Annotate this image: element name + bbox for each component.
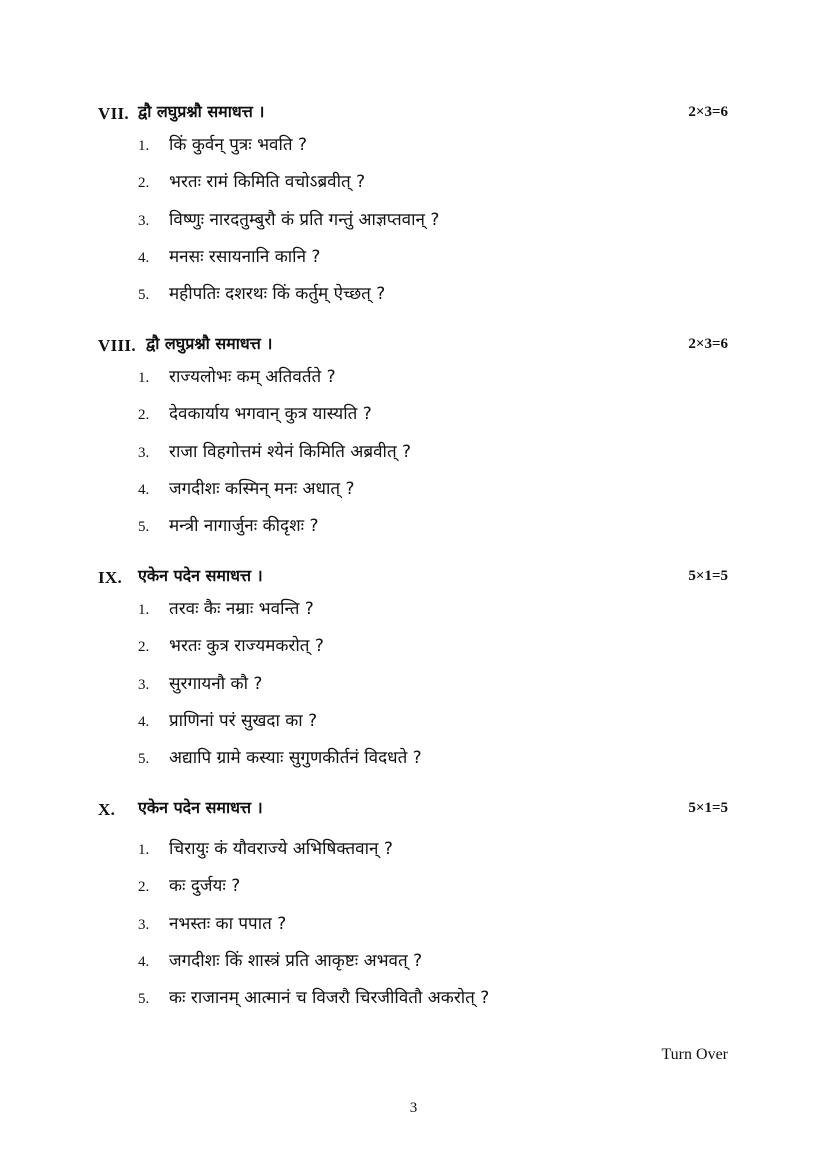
section-header (98, 100, 728, 130)
section-marks: 2×3=6 (688, 104, 728, 120)
question-text: चिरायुः कं यौवराज्ये अभिषिक्तवान् ? (169, 839, 393, 859)
turn-over-note: Turn Over (661, 1046, 728, 1063)
section-marks: 5×1=5 (688, 568, 728, 584)
question-number: 5. (138, 519, 150, 536)
section-heading: एकेन पदेन समाधत्त । (138, 566, 263, 585)
question-item (98, 167, 728, 204)
question-text: कः दुर्जयः ? (169, 876, 241, 897)
question-number: 3. (138, 676, 150, 693)
question-number: 3. (138, 444, 150, 461)
question-number: 3. (138, 212, 150, 229)
question-number: 2. (138, 407, 150, 424)
question-text: भरतः कुत्र राज्यमकरोत् ? (169, 636, 324, 657)
question-text: जगदीशः किं शास्त्रं प्रति आकृष्टः अभवत् ? (169, 950, 423, 971)
question-text: मन्त्री नागार्जुनः कीदृशः ? (169, 516, 319, 537)
question-item (98, 946, 728, 983)
question-item (98, 362, 728, 399)
section-x (98, 796, 728, 1020)
question-item (98, 594, 728, 631)
question-number: 5. (138, 991, 150, 1008)
question-text: राज्यलोभः कम् अतिवर्तते ? (169, 367, 336, 387)
section-viii (98, 332, 728, 548)
question-item (98, 743, 728, 780)
question-text: सुरगायनौ कौ ? (169, 673, 263, 694)
question-item (98, 399, 728, 436)
question-text: देवकार्याय भगवान् कुत्र यास्यति ? (169, 404, 372, 425)
question-text: कः राजानम् आत्मानं च विजरौ चिरजीवितौ अकरोत् ? (169, 988, 490, 1009)
question-item (98, 437, 728, 474)
section-number: VIII. (98, 336, 136, 355)
question-text: महीपतिः दशरथः किं कर्तुम् ऐच्छत् ? (169, 284, 386, 305)
section-heading: द्वौ लघुप्रश्नौ समाधत्त । (146, 334, 273, 353)
question-item (98, 871, 728, 908)
question-item (98, 669, 728, 706)
question-item (98, 909, 728, 946)
question-number: 2. (138, 879, 150, 896)
section-heading: द्वौ लघुप्रश्नौ समाधत्त । (138, 102, 265, 121)
question-number: 4. (138, 249, 150, 266)
question-item (98, 511, 728, 548)
section-heading: एकेन पदेन समाधत्त । (138, 798, 263, 817)
question-text: विष्णुः नारदतुम्बुरौ कं प्रति गन्तुं आज्ञप्तवान् ? (169, 209, 440, 230)
question-text: जगदीशः कस्मिन् मनः अधात् ? (169, 478, 355, 499)
question-item (98, 631, 728, 668)
question-item (98, 706, 728, 743)
question-number: 1. (138, 370, 150, 386)
question-number: 5. (138, 287, 150, 304)
question-text: किं कुर्वन् पुत्रः भवति ? (169, 135, 308, 155)
question-text: राजा विहगोत्तमं श्येनं किमिति अब्रवीत् ? (169, 441, 412, 462)
question-item (98, 242, 728, 279)
question-number: 3. (138, 916, 150, 933)
question-number: 4. (138, 953, 150, 970)
question-number: 1. (138, 842, 150, 858)
question-item (98, 205, 728, 242)
section-header (98, 332, 728, 362)
question-item (98, 474, 728, 511)
question-item (98, 834, 728, 871)
question-text: अद्यापि ग्रामे कस्याः सुगुणकीर्तनं विदधते ? (169, 748, 422, 769)
section-header (98, 564, 728, 594)
section-marks: 5×1=5 (688, 800, 728, 816)
section-ix (98, 564, 728, 780)
section-vii (98, 100, 728, 316)
question-text: नभस्तः का पपात ? (169, 913, 287, 934)
question-text: प्राणिनां परं सुखदा का ? (169, 710, 318, 731)
question-number: 5. (138, 751, 150, 768)
section-number: VII. (98, 104, 129, 123)
question-number: 2. (138, 639, 150, 656)
question-text: भरतः रामं किमिति वचोऽब्रवीत् ? (169, 172, 366, 193)
question-item (98, 130, 728, 167)
section-number: IX. (98, 568, 123, 587)
page-number: 3 (409, 1100, 418, 1116)
question-number: 4. (138, 713, 150, 730)
question-number: 1. (138, 138, 150, 154)
question-text: तरवः कैः नम्राः भवन्ति ? (169, 599, 314, 619)
question-item (98, 279, 728, 316)
question-number: 4. (138, 481, 150, 498)
question-text: मनसः रसायनानि कानि ? (169, 246, 321, 267)
section-header (98, 796, 728, 834)
question-number: 2. (138, 175, 150, 192)
section-marks: 2×3=6 (688, 336, 728, 352)
section-number: X. (98, 800, 116, 819)
question-number: 1. (138, 602, 150, 618)
question-item (98, 983, 728, 1020)
